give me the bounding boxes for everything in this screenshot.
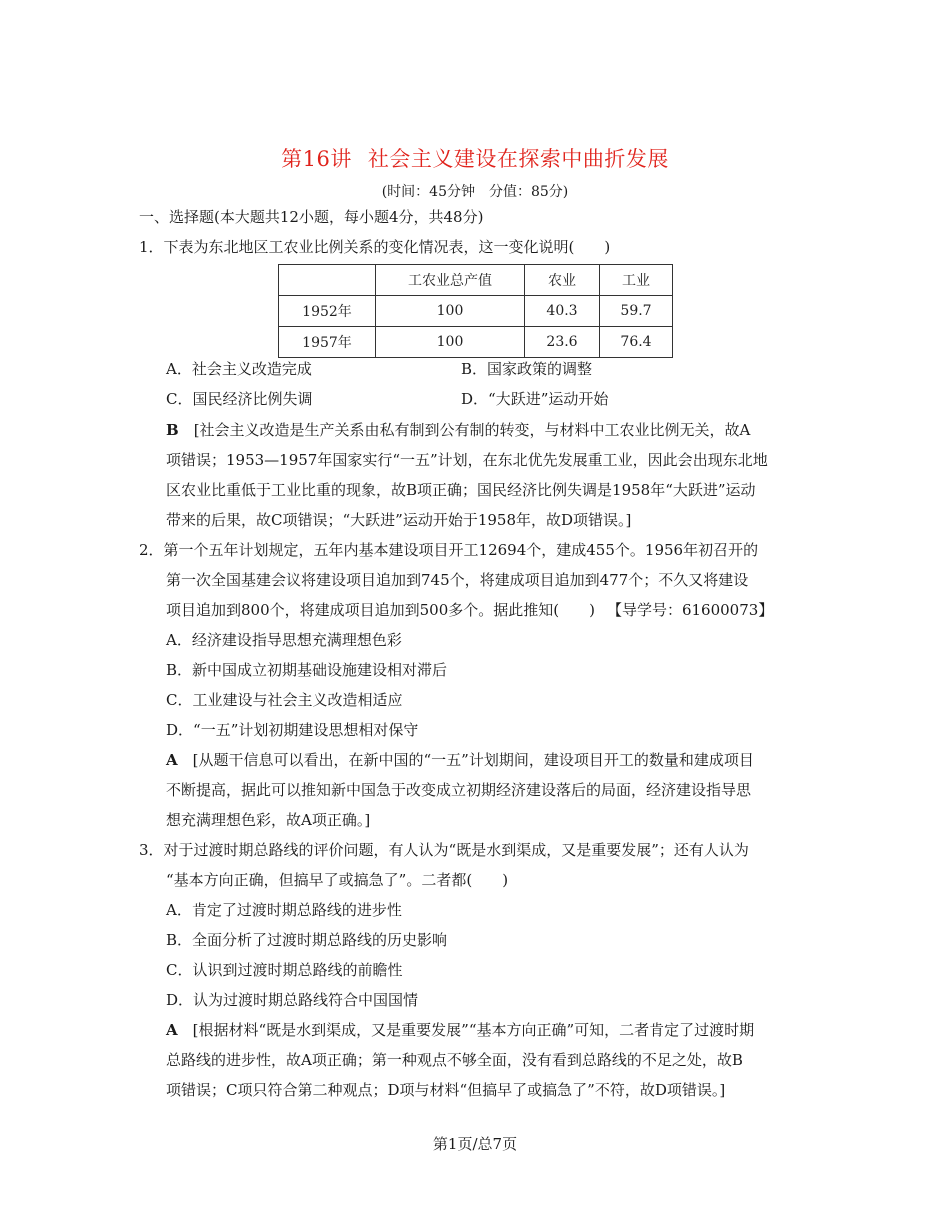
q1-explanation-line: B [社会主义改造是生产关系由私有制到公有制的转变，与材料中工农业比例无关，故A bbox=[166, 421, 751, 439]
q2-stem-line: 第一次全国基建会议将建设项目追加到745个，将建成项目追加到477个；不久又将建设 bbox=[166, 571, 749, 589]
lesson-title: 社会主义建设在探索中曲折发展 bbox=[367, 147, 669, 171]
q2-option-a: A．经济建设指导思想充满理想色彩 bbox=[166, 631, 402, 649]
q3-option-b: B．全面分析了过渡时期总路线的历史影响 bbox=[166, 931, 448, 949]
q3-option-a: A．肯定了过渡时期总路线的进步性 bbox=[166, 901, 402, 919]
guide-number: 【导学号：61600073】 bbox=[606, 601, 774, 619]
q1-answer: B bbox=[166, 421, 179, 439]
q1-explanation-line: 项错误；1953—1957年国家实行“一五”计划，在东北优先发展重工业，因此会出现东北地 bbox=[166, 451, 768, 469]
table-cell: 100 bbox=[376, 296, 525, 327]
q2-explanation-line: 不断提高，据此可以推知新中国急于改变成立初期经济建设落后的局面，经济建设指导思 bbox=[166, 781, 752, 799]
q2-explanation-line: 想充满理想色彩，故A项正确。] bbox=[166, 811, 371, 829]
table-cell: 40.3 bbox=[525, 296, 600, 327]
q2-stem-line: 项目追加到800个，将建成项目追加到500多个。据此推知( ) 【导学号：61600073】 bbox=[166, 601, 774, 619]
table-row bbox=[279, 296, 673, 327]
q3-option-c: C．认识到过渡时期总路线的前瞻性 bbox=[166, 961, 403, 979]
q3-explanation-line: A [根据材料“既是水到渠成，又是重要发展”“基本方向正确”可知，二者肯定了过渡时期 bbox=[166, 1021, 755, 1039]
q2-option-d: D．“一五”计划初期建设思想相对保守 bbox=[166, 721, 419, 739]
section-heading: 一、选择题(本大题共12小题，每小题4分，共48分) bbox=[139, 208, 484, 226]
table-cell: 23.6 bbox=[525, 327, 600, 358]
table-cell: 100 bbox=[376, 327, 525, 358]
q2-answer: A bbox=[166, 751, 178, 769]
table-cell: 农业 bbox=[525, 265, 600, 296]
page-footer: 第1页/总7页 bbox=[432, 1135, 518, 1153]
table-header-row bbox=[279, 265, 673, 296]
lesson-number: 第16讲 bbox=[281, 147, 352, 171]
q3-explanation-line: 项错误；C项只符合第二种观点；D项与材料“但搞早了或搞急了”不符，故D项错误。] bbox=[166, 1081, 726, 1099]
table-cell: 1952年 bbox=[279, 296, 376, 327]
q1-option-a: A．社会主义改造完成 bbox=[166, 360, 312, 378]
table-cell: 1957年 bbox=[279, 327, 376, 358]
q1-data-table bbox=[278, 264, 673, 358]
table-cell bbox=[279, 265, 376, 296]
q3-option-d: D．认为过渡时期总路线符合中国国情 bbox=[166, 991, 419, 1009]
q1-option-c: C．国民经济比例失调 bbox=[166, 390, 313, 408]
table-cell: 工业 bbox=[600, 265, 673, 296]
q1-option-b: B．国家政策的调整 bbox=[461, 360, 593, 378]
table-cell: 59.7 bbox=[600, 296, 673, 327]
q2-stem-line: 2．第一个五年计划规定，五年内基本建设项目开工12694个，建成455个。1956年初召开的 bbox=[139, 541, 759, 559]
q1-stem: 1．下表为东北地区工农业比例关系的变化情况表，这一变化说明( ) bbox=[139, 238, 611, 256]
q3-stem-line: 3．对于过渡时期总路线的评价问题，有人认为“既是水到渠成，又是重要发展”；还有人认为 bbox=[139, 841, 749, 859]
q1-explanation-line: 带来的后果，故C项错误；“大跃进”运动开始于1958年，故D项错误。] bbox=[166, 511, 632, 529]
q3-stem-line: “基本方向正确，但搞早了或搞急了”。二者都( ) bbox=[166, 871, 509, 889]
table-row bbox=[279, 327, 673, 358]
q3-explanation-line: 总路线的进步性，故A项正确；第一种观点不够全面，没有看到总路线的不足之处，故B bbox=[166, 1051, 743, 1069]
q3-answer: A bbox=[166, 1021, 178, 1039]
table-cell: 工农业总产值 bbox=[376, 265, 525, 296]
time-score-info: (时间：45分钟 分值：85分) bbox=[381, 184, 569, 200]
q1-option-d: D．“大跃进”运动开始 bbox=[461, 390, 609, 408]
q1-explanation-line: 区农业比重低于工业比重的现象，故B项正确；国民经济比例失调是1958年“大跃进”运动 bbox=[166, 481, 756, 499]
table-cell: 76.4 bbox=[600, 327, 673, 358]
q2-option-c: C．工业建设与社会主义改造相适应 bbox=[166, 691, 403, 709]
q2-explanation-line: A [从题干信息可以看出，在新中国的“一五”计划期间，建设项目开工的数量和建成项目 bbox=[166, 751, 754, 769]
page-title bbox=[0, 143, 950, 173]
q2-option-b: B．新中国成立初期基础设施建设相对滞后 bbox=[166, 661, 448, 679]
